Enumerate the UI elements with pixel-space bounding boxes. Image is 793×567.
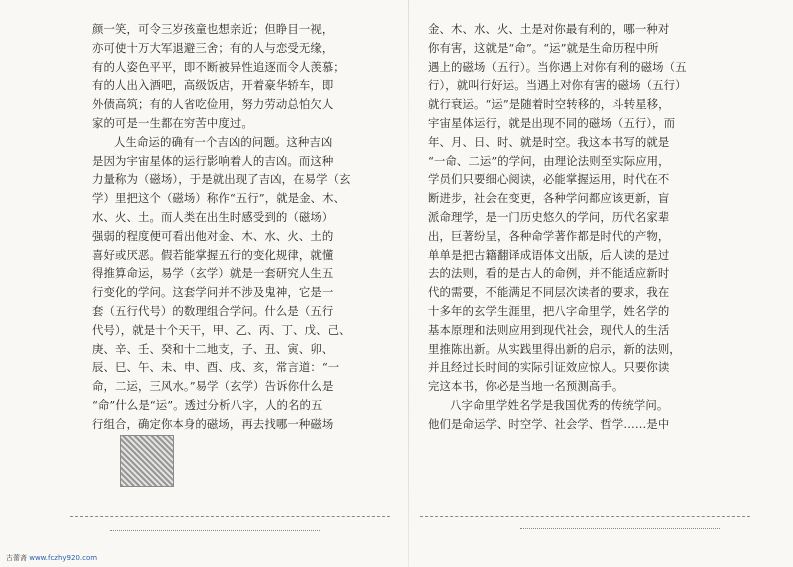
text-line: 有的人姿色平平，即不断被异性追逐而令人羡慕； [92, 59, 345, 74]
bottom-dots-right [520, 528, 720, 529]
bottom-divider-left [70, 516, 390, 517]
text-line: 行），就叫行好运。当遇上对你有害的磁场（五行） [428, 78, 687, 93]
site-label: 古蕾斋 [6, 554, 27, 562]
text-line: 你有害，这就是“命”。“运”就是生命历程中所 [428, 40, 659, 55]
text-line: 断进步，社会在变更，各种学问都应该更新，盲 [428, 191, 670, 206]
text-line: 年、月、日、时、就是时空。我这本书写的就是 [428, 134, 670, 149]
watermark-footer [6, 553, 97, 563]
text-line: 套（五行代号）的数理组合学问。什么是（五行 [92, 303, 334, 318]
text-line: 代号），就是十个天干，甲、乙、丙、丁、戊、己、 [92, 322, 351, 337]
text-line: 出，巨著纷呈，各种命学著作都是时代的产物， [428, 228, 670, 243]
text-line: 代的需要，不能满足不同层次读者的要求，我在 [428, 285, 670, 300]
text-line: 就行衰运。“运”是随着时空转移的，斗转星移， [428, 97, 670, 112]
text-line: “一命、二运”的学问，由理论法则至实际应用， [428, 153, 670, 168]
text-line: 颜一笑，可令三岁孩童也想亲近；但睁目一视， [92, 22, 334, 36]
text-line: 宇宙星体运行，就是出现不同的磁场（五行），而 [428, 115, 676, 130]
text-line: 行变化的学问。这套学问并不涉及鬼神，它是一 [92, 285, 334, 300]
text-line: 水、火、土。而人类在出生时感受到的（磁场） [92, 209, 334, 224]
text-line: 辰、巳、午、未、申、酉、戌、亥，常言道：“一 [92, 360, 340, 375]
text-line: 行组合，确定你本身的磁场，再去找哪一种磁场 [92, 416, 334, 431]
text-line: 基本原理和法则应用到现代社会，现代人的生活 [428, 322, 670, 337]
text-line: 家的可是一生都在穷苦中度过。 [92, 115, 253, 130]
text-line: 完这本书，你必是当地一名预测高手。 [428, 379, 624, 394]
text-line: 人生命运的确有一个吉凶的问题。这种吉凶 [114, 134, 333, 149]
text-line: 亦可使十万大军退避三舍；有的人与恋受无缘， [92, 40, 334, 55]
text-line: 喜好或厌恶。假若能掌握五行的变化规律，就懂 [92, 247, 334, 262]
text-line: 十多年的玄学生涯里，把八字命里学，姓名学的 [428, 303, 670, 318]
text-line: 学）里把这个（磁场）称作“五行”，就是金、木、 [92, 191, 346, 206]
text-line: 金、木、水、火、土是对你最有利的，哪一种对 [428, 22, 670, 36]
text-line: 学员们只要细心阅读，必能掌握运用，时代在不 [428, 172, 670, 187]
text-line: 他们是命运学、时空学、社会学、哲学……是中 [428, 416, 670, 431]
text-line: “命”什么是“运”。透过分析八字，人的名的五 [92, 397, 323, 412]
text-line: 派命理学，是一门历史悠久的学问，历代名家辈 [428, 209, 670, 224]
text-line: 得推算命运，易学（玄学）就是一套研究人生五 [92, 266, 334, 281]
text-line: 里推陈出新。从实践里得出新的启示，新的法则， [428, 341, 681, 356]
book-gutter [408, 0, 409, 567]
bottom-dots-left [110, 530, 320, 531]
text-line: 去的法则，看的是古人的命例，并不能适应新时 [428, 266, 670, 281]
text-line: 外债高筑；有的人省吃俭用，努力劳动总怕欠人 [92, 97, 334, 112]
text-line: 力量称为（磁场），于是就出现了吉凶，在易学（玄 [92, 172, 351, 187]
text-line: 有的人出入酒吧，高级饭店，开着豪华轿车，即 [92, 78, 334, 93]
text-line: 命，二运，三风水。”易学（玄学）告诉你什么是 [92, 379, 334, 394]
text-line: 庚、辛、壬、癸和十二地支，子、丑、寅、卯、 [92, 341, 334, 356]
site-url[interactable]: www.fczhy920.com [29, 554, 98, 562]
bottom-divider-right [420, 516, 750, 517]
library-stamp-image [120, 435, 174, 487]
text-line: 八字命里学姓名学是我国优秀的传统学问。 [450, 397, 669, 412]
right-page [428, 20, 724, 510]
text-line: 是因为宇宙星体的运行影响着人的吉凶。而这种 [92, 153, 334, 168]
text-line: 单单是把古籍翻译成语体文出版，后人读的是过 [428, 247, 670, 262]
text-line: 并且经过长时间的实际引证效应惊人。只要你读 [428, 360, 670, 375]
text-line: 遇上的磁场（五行）。当你遇上对你有利的磁场（五 [428, 59, 687, 74]
text-line: 强弱的程度便可看出他对金、木、水、火、土的 [92, 228, 334, 243]
